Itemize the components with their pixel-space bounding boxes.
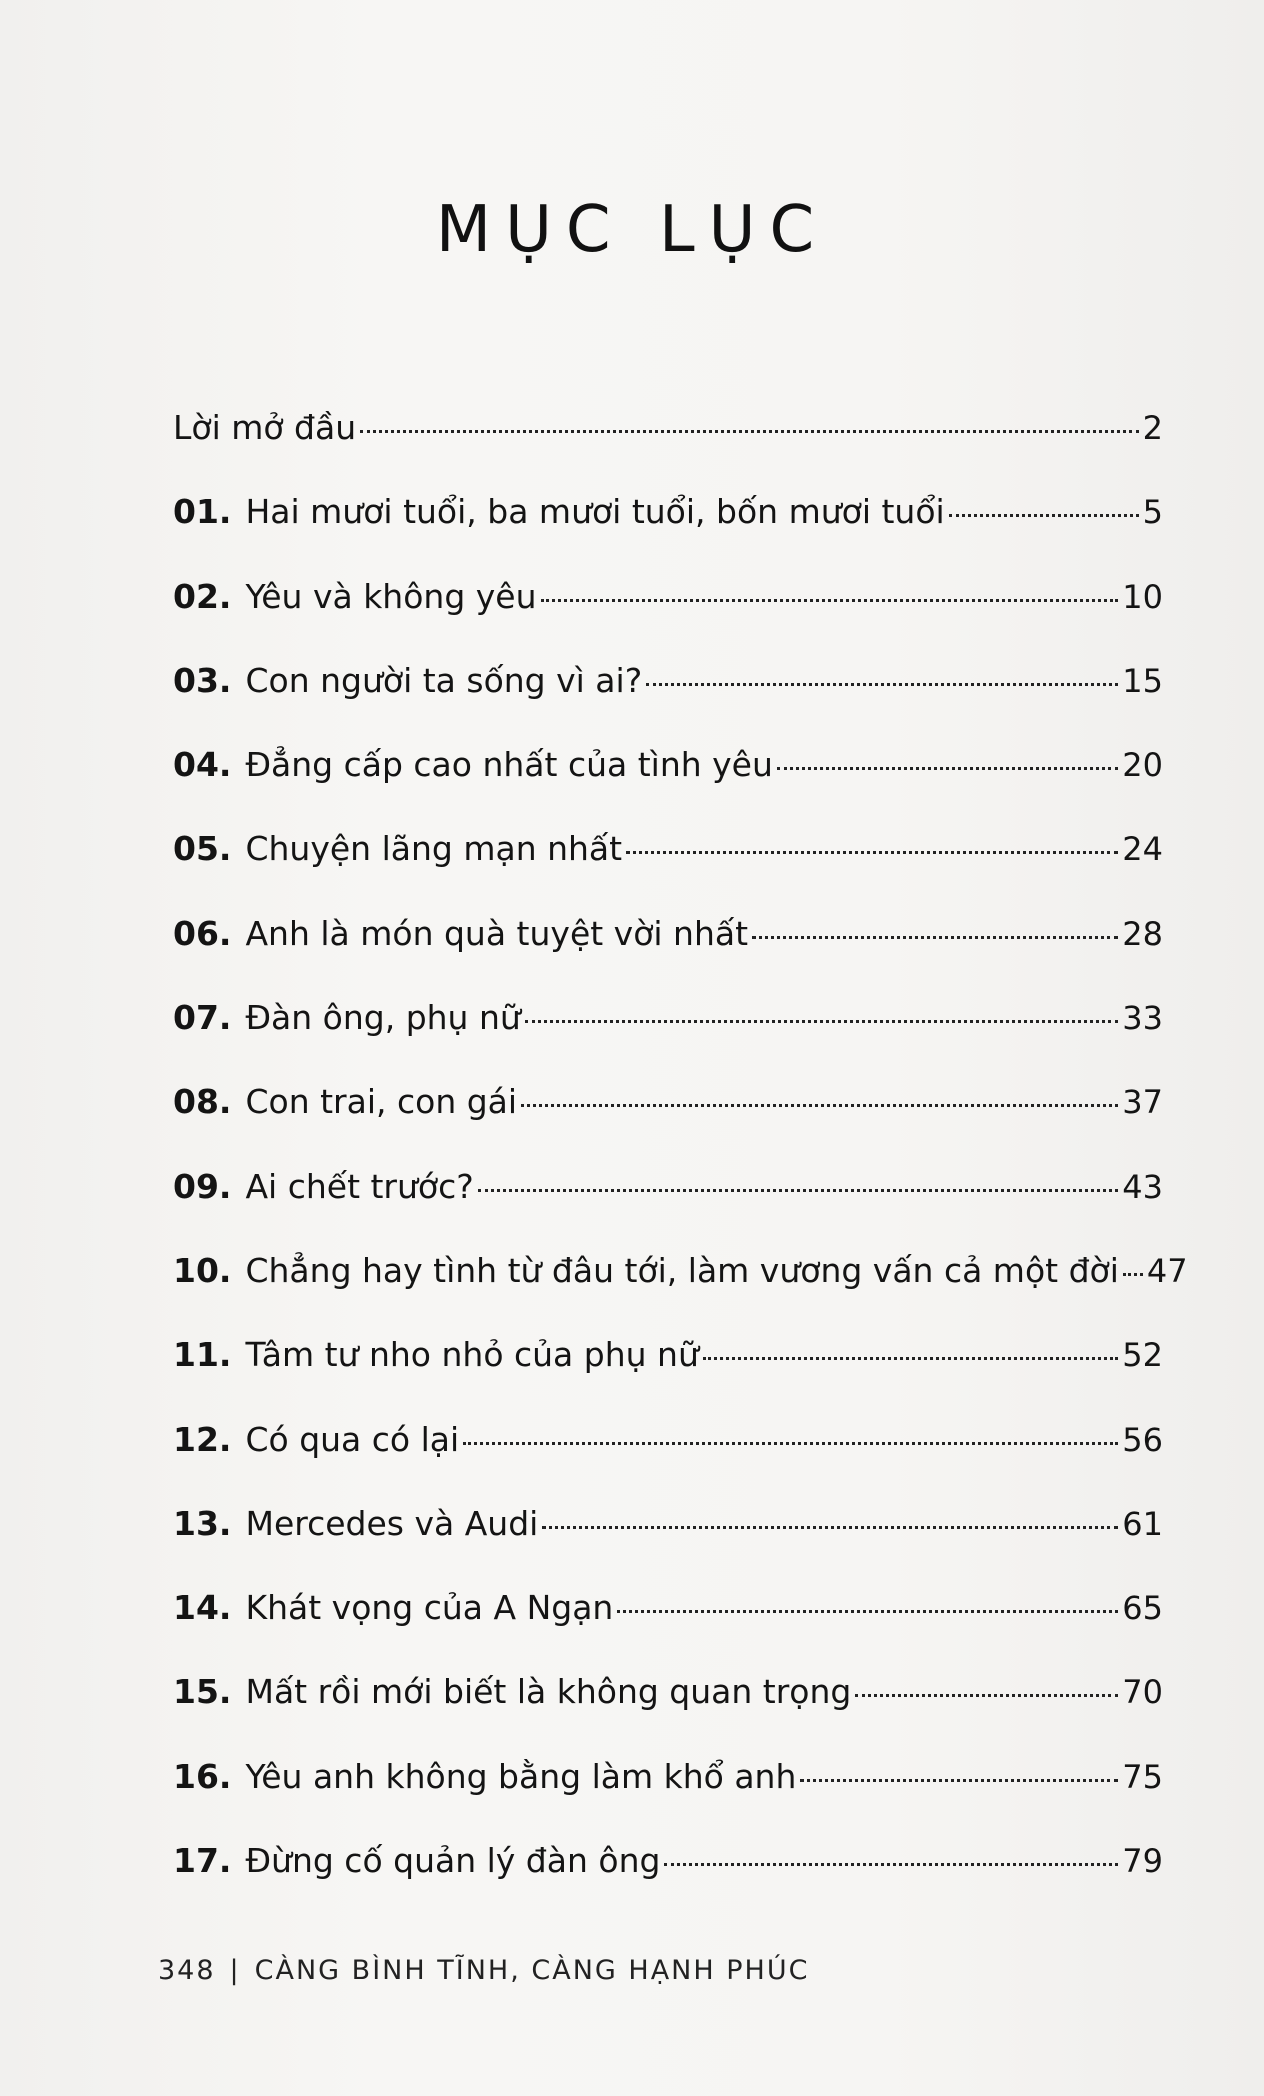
toc-entry-title: Tâm tư nho nhỏ của phụ nữ [245, 1335, 699, 1375]
toc-entry [173, 1082, 1163, 1166]
toc-dot-leader [752, 936, 1118, 939]
toc-entry-page: 61 [1122, 1504, 1163, 1543]
toc-entry-page: 56 [1122, 1420, 1163, 1459]
toc-entry [173, 1250, 1188, 1335]
toc-entry-title: Yêu anh không bằng làm khổ anh [245, 1756, 797, 1796]
toc-dot-leader [542, 1526, 1118, 1529]
toc-dot-leader [525, 1020, 1118, 1023]
toc-entry-title: Có qua có lại [245, 1419, 460, 1459]
toc-entry-number: 06. [173, 913, 232, 953]
toc-entry-number: 04. [173, 745, 232, 785]
toc-entry [173, 1335, 1163, 1419]
toc-entry-title: Mercedes và Audi [245, 1503, 539, 1543]
toc-entry-title: Khát vọng của A Ngạn [245, 1588, 614, 1628]
toc-entry [173, 492, 1163, 576]
toc-entry-title: Đừng cố quản lý đàn ông [245, 1841, 661, 1881]
toc-entry-number: 08. [173, 1082, 232, 1122]
toc-dot-leader [800, 1779, 1118, 1782]
toc-entry [173, 1504, 1163, 1588]
toc-entry-page: 65 [1122, 1589, 1163, 1628]
toc-entry-number: 03. [173, 660, 232, 700]
footer-separator: | [229, 1955, 241, 1986]
toc-entry [173, 829, 1163, 913]
toc-dot-leader [463, 1442, 1118, 1445]
toc-entry-page: 43 [1122, 1167, 1163, 1206]
toc-entry-number: 07. [173, 998, 232, 1038]
toc-dot-leader [646, 683, 1118, 686]
toc-entry-title: Con trai, con gái [245, 1082, 518, 1122]
toc-entry-number: 10. [173, 1250, 232, 1290]
toc-entry-page: 75 [1122, 1757, 1163, 1796]
toc-entry [173, 577, 1163, 661]
toc-entry-number: 11. [173, 1335, 232, 1375]
toc-dot-leader [664, 1863, 1118, 1866]
toc-entry-title: Chuyện lãng mạn nhất [245, 829, 623, 869]
toc-entry-page: 33 [1122, 999, 1163, 1038]
toc-entry-page: 52 [1122, 1336, 1163, 1375]
toc-entry-number: 16. [173, 1756, 232, 1796]
toc-dot-leader [703, 1357, 1118, 1360]
toc-entry-page: 2 [1142, 409, 1163, 447]
toc-entry-page: 79 [1122, 1842, 1163, 1881]
toc-entry-title: Hai mươi tuổi, ba mươi tuổi, bốn mươi tuổi [245, 492, 945, 532]
toc-dot-leader [521, 1104, 1118, 1107]
toc-entry-number: 14. [173, 1588, 232, 1628]
toc-entry [173, 1167, 1163, 1251]
toc-entry-title: Đàn ông, phụ nữ [245, 998, 521, 1038]
page-title: MỤC LỤC [435, 192, 829, 267]
toc-entry [173, 1672, 1163, 1756]
toc-entry-page: 70 [1122, 1673, 1163, 1712]
toc-entry-number: 17. [173, 1841, 232, 1881]
toc-entry-title: Anh là món quà tuyệt vời nhất [245, 913, 749, 953]
toc-dot-leader [777, 767, 1118, 770]
toc-dot-leader [478, 1189, 1119, 1192]
toc-entry-number: 12. [173, 1419, 232, 1459]
toc-entry-title: Ai chết trước? [245, 1166, 474, 1206]
toc-entry-number: 15. [173, 1672, 232, 1712]
toc-entry-page: 47 [1146, 1251, 1188, 1290]
toc-entry-title: Chẳng hay tình từ đâu tới, làm vương vấn cả một đời [245, 1250, 1119, 1290]
toc-entry-page: 5 [1142, 493, 1163, 532]
running-title: CÀNG BÌNH TĨNH, CÀNG HẠNH PHÚC [254, 1955, 810, 1986]
toc-entry-page: 20 [1122, 746, 1163, 785]
toc-entry-page: 24 [1122, 830, 1163, 869]
toc-entry-title: Đẳng cấp cao nhất của tình yêu [245, 745, 773, 785]
toc-entry [173, 661, 1163, 745]
toc-entry-title: Mất rồi mới biết là không quan trọng [245, 1672, 852, 1712]
toc-entry-page: 10 [1122, 577, 1163, 616]
toc-entry-page: 28 [1122, 914, 1163, 953]
toc-entry [173, 914, 1163, 998]
page-number: 348 [158, 1955, 216, 1986]
toc-dot-leader [541, 599, 1119, 602]
toc-entry [173, 1757, 1163, 1841]
table-of-contents [173, 408, 1188, 1925]
toc-entry-page: 37 [1122, 1083, 1163, 1122]
toc-entry-page: 15 [1122, 661, 1163, 700]
toc-entry-number: 02. [173, 576, 232, 616]
toc-entry [173, 1420, 1163, 1504]
toc-entry [173, 1841, 1163, 1925]
toc-entry-number: 01. [173, 492, 232, 532]
toc-entry-number: 05. [173, 829, 232, 869]
toc-dot-leader [626, 851, 1118, 854]
toc-entry [173, 1588, 1163, 1672]
page-footer [158, 1955, 809, 1986]
toc-dot-leader [1123, 1273, 1143, 1276]
toc-entry [173, 998, 1163, 1082]
toc-entry-number: 13. [173, 1503, 232, 1543]
toc-entry-title: Lời mở đầu [173, 408, 357, 447]
toc-entry [173, 745, 1163, 829]
toc-dot-leader [855, 1694, 1118, 1697]
toc-dot-leader [360, 430, 1138, 433]
toc-entry-number: 09. [173, 1166, 232, 1206]
toc-dot-leader [949, 514, 1139, 517]
toc-dot-leader [617, 1610, 1118, 1613]
toc-entry-title: Con người ta sống vì ai? [245, 660, 643, 700]
toc-entry [173, 408, 1163, 492]
toc-entry-title: Yêu và không yêu [245, 576, 537, 616]
